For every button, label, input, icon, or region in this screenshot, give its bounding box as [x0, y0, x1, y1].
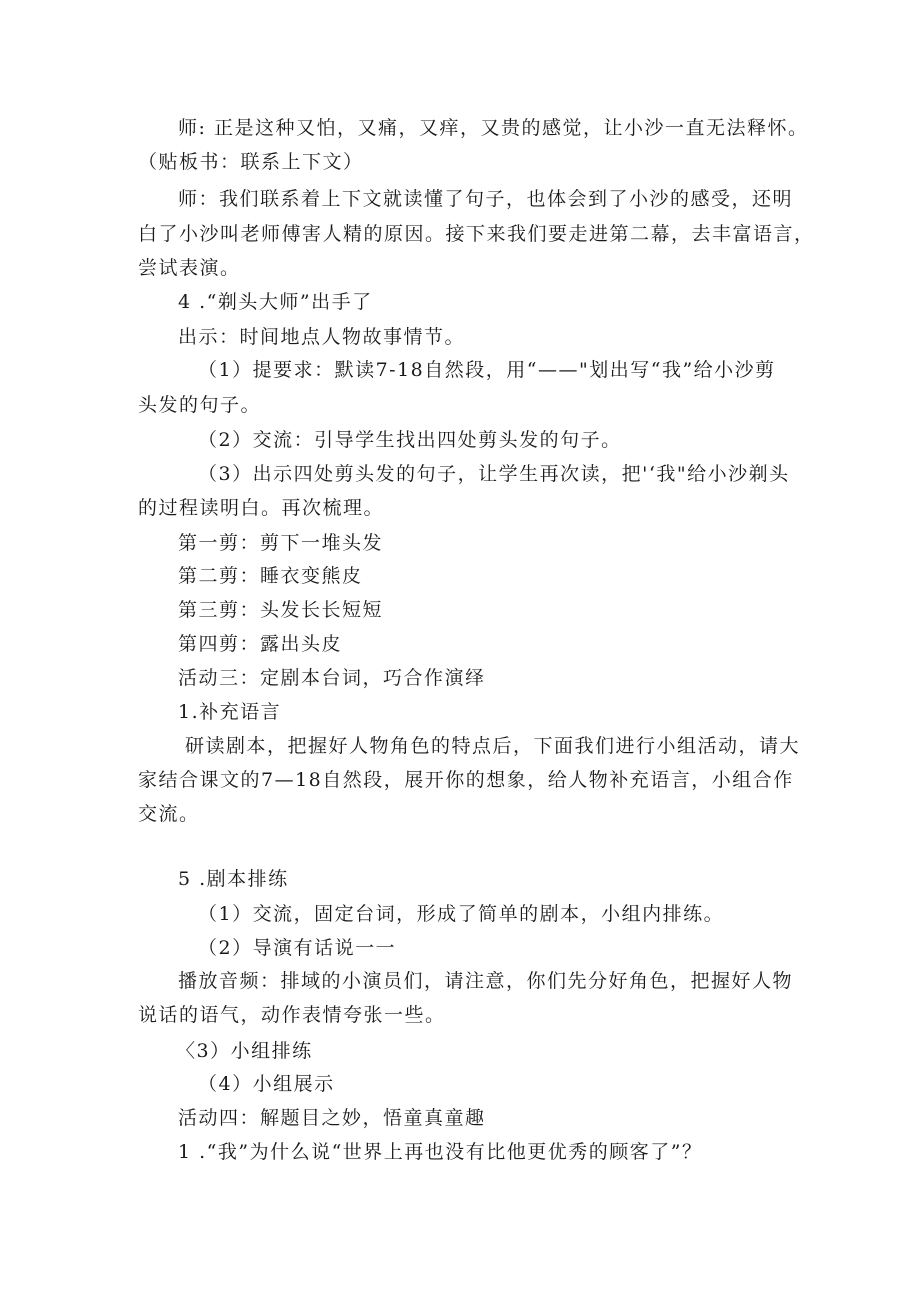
list-item: 〈3）小组排练 [176, 1040, 313, 1062]
section-heading: 5 .剧本排练 [178, 868, 289, 890]
paragraph-line: 播放音频：排域的小演员们，请注意，你们先分好角色，把握好人物 [178, 970, 794, 992]
paragraph-line: 研读剧本，把握好人物角色的特点后，下面我们进行小组活动，请大 [185, 735, 801, 757]
list-item: （2）交流：引导学生找出四处剪头发的句子。 [198, 429, 622, 451]
paragraph-line: 出示：时间地点人物故事情节。 [178, 326, 466, 348]
list-item: 第一剪：剪下一堆头发 [178, 532, 384, 554]
list-item: 第二剪：睡衣变熊皮 [178, 565, 363, 587]
paragraph-line: 的过程读明白。再次梳理。 [138, 497, 385, 519]
list-item: （1）提要求：默读7-18自然段，用“——"划出写“我”给小沙剪 [198, 359, 776, 381]
list-item: （4）小组展示 [198, 1073, 335, 1095]
question-line: 1 .“我”为什么说“世界上再也没有比他更优秀的顾客了”？ [178, 1141, 703, 1163]
section-heading: 4 .“剃头大师”出手了 [178, 291, 373, 313]
paragraph-line: 说话的语气，动作表情夸张一些。 [138, 1004, 446, 1026]
section-heading: 活动四：解题目之妙，悟童真童趣 [178, 1107, 486, 1129]
paragraph-line: 师: 正是这种又怕，又痛，又痒，又贵的感觉，让小沙一直无法释怀。 [178, 117, 809, 139]
list-item: （3）出示四处剪头发的句子，让学生再次读，把'‘我"给小沙剃头 [198, 463, 790, 485]
list-item: （2）导演有话说一一 [198, 937, 397, 959]
list-item: 第四剪：露出头皮 [178, 633, 343, 655]
section-heading: 活动三：定剧本台词，巧合作演绎 [178, 667, 486, 689]
paragraph-line: 白了小沙叫老师傅害人精的原因。接下来我们要走进第二幕，去丰富语言， [138, 223, 815, 245]
paragraph-line: （贴板书：联系上下文） [138, 151, 364, 173]
paragraph-line: 师：我们联系着上下文就读懂了句子，也体会到了小沙的感受，还明 [178, 188, 794, 210]
paragraph-line: 尝试表演。 [138, 257, 241, 279]
paragraph-line: 交流。 [138, 803, 200, 825]
paragraph-line: 家结合课文的7—18自然段，展开你的想象，给人物补充语言，小组合作 [138, 769, 794, 791]
paragraph-line: 头发的句子。 [138, 394, 262, 416]
list-item: 第三剪：头发长长短短 [178, 599, 384, 621]
section-heading: 1.补充语言 [178, 701, 282, 723]
list-item: （1）交流，固定台词，形成了简单的剧本，小组内排练。 [198, 903, 725, 925]
